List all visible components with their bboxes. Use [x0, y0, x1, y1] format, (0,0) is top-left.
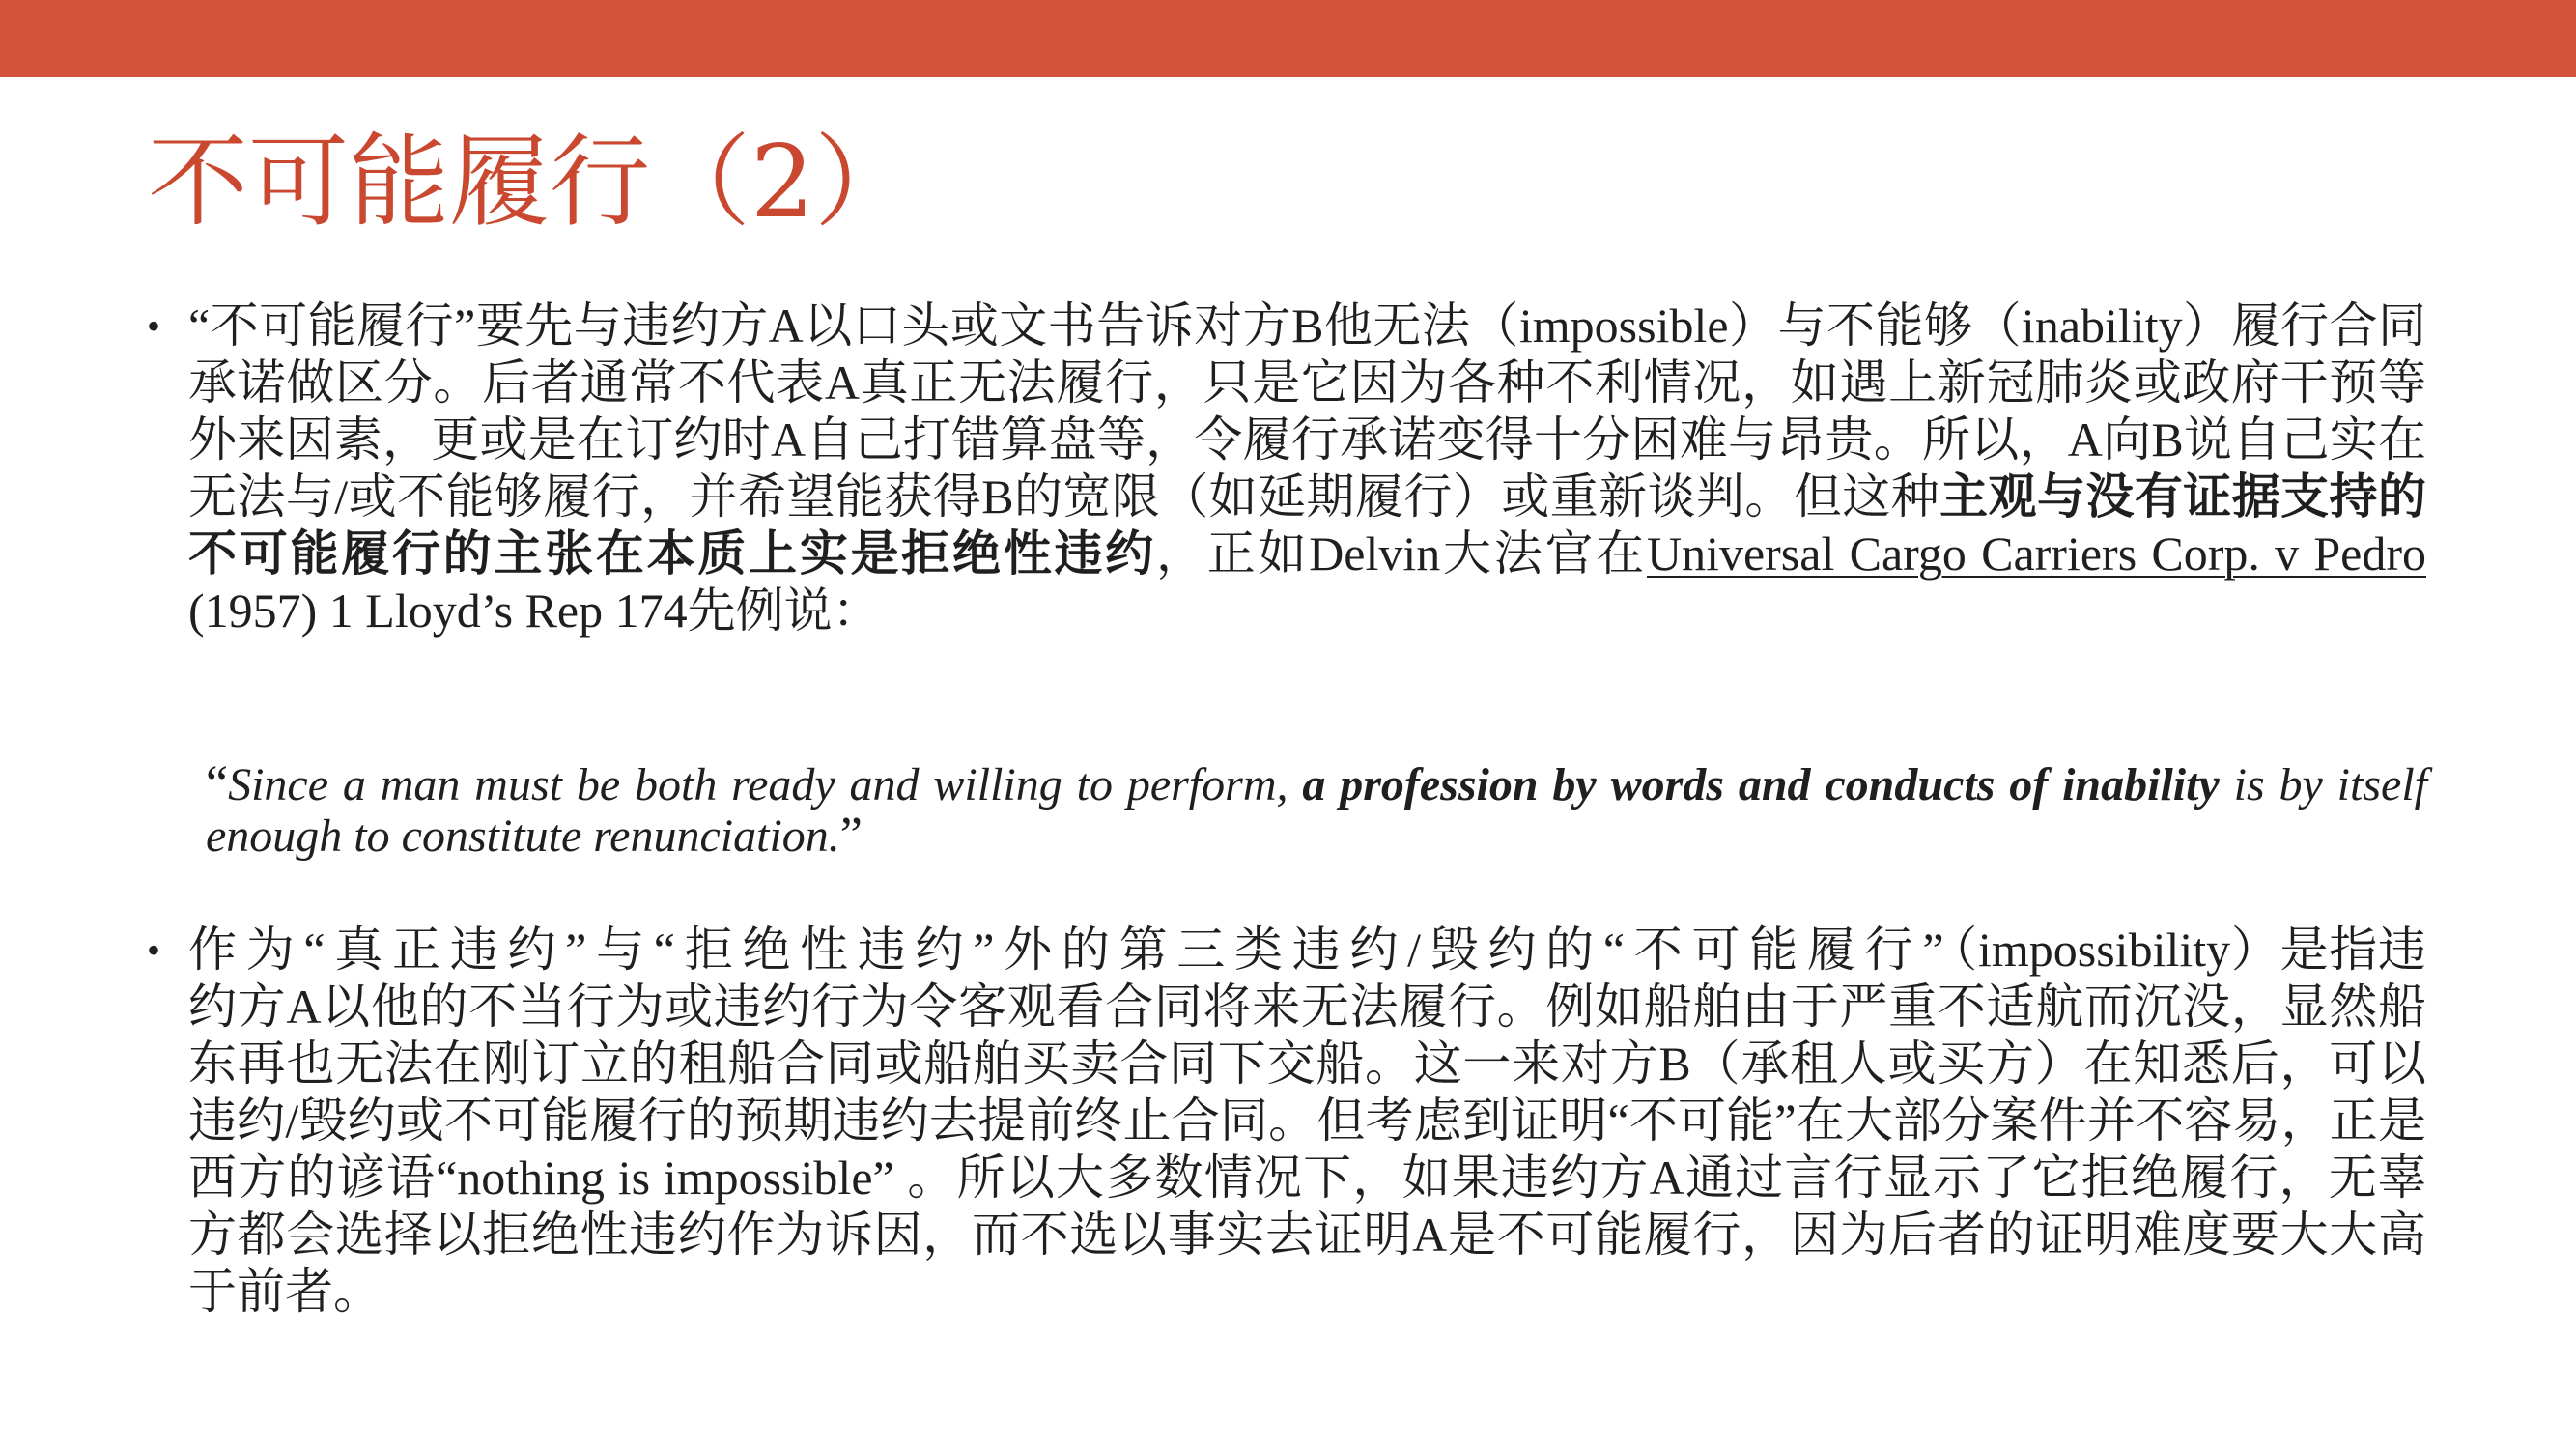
close-quote-mark: ” — [839, 808, 863, 863]
case-citation-link[interactable]: Universal Cargo Carriers Corp. v Pedro — [1646, 526, 2427, 581]
quote-text-tail: is by itself enough to constitute renunciation. — [206, 759, 2428, 862]
text-segment: （impossibility）是指违约方A以他的不当行为或违约行为令客观看合同将来无法履行。例如船舶由于严重不适航而沉没，显然船东再也无法在刚订立的租船合同或船舶买卖合同下交船。这一来对方B（承租人或买方）在知悉后，可以违约/毁约或不可能履行的预期违约去提前终止合同。但考虑到证明“不可能”在大部分案件并不容易，正是西方的谚语“nothing is impossible” 。所以大多数情况下，如果违约方A通过言行显示了它拒绝履行，无辜方都会选择以拒绝性违约作为诉因，而不选以事实去证明A是不可能履行，因为后者的证明难度要大大高于前者。 — [188, 923, 2426, 1319]
bullet-text — [147, 922, 2426, 1321]
slide-title: 不可能履行（2） — [148, 123, 916, 241]
text-segment: 作为“真正违约”与“拒绝性违约”外的第三类违约/毁约的“不可能履行” — [188, 923, 1953, 977]
quote-text: Since a man must be both ready and willing to perform, — [228, 759, 1303, 810]
top-accent-bar — [0, 0, 2576, 77]
text-segment: “不可能履行”要先与违约方A以口头或文书告诉对方B他无法（impossible）与不能够（inability）履行合同承诺做区分。后者通常不代表A真正无法履行，只是它因为各种不利情况，如遇上新冠肺炎或政府干预等外来因素，更或是在订约时A自己打错算盘等，令履行承诺变得十分困难与昂贵。所以，A向B说自己实在无法与/或不能够履行，并希望能获得B的宽限（如延期履行）或重新谈判。但这种 — [188, 298, 2426, 524]
bullet-marker: • — [147, 928, 161, 972]
bullet-paragraph-2 — [147, 922, 2426, 1321]
citation-text: (1957) 1 Lloyd’s Rep 174先例说： — [188, 583, 881, 638]
text-segment: ，正如Delvin大法官在 — [1155, 526, 1647, 581]
quote-bold-text: a profession by words and conducts of inability — [1302, 759, 2220, 810]
bold-phrase: 主观与没有证据支持的不可能履行的主张在本质上实是拒绝性违约 — [188, 469, 2426, 581]
open-quote-mark: “ — [206, 756, 229, 811]
bullet-marker: • — [147, 304, 161, 348]
quote-block — [206, 756, 2428, 863]
bullet-text — [147, 298, 2426, 639]
bullet-paragraph-1 — [147, 298, 2426, 639]
